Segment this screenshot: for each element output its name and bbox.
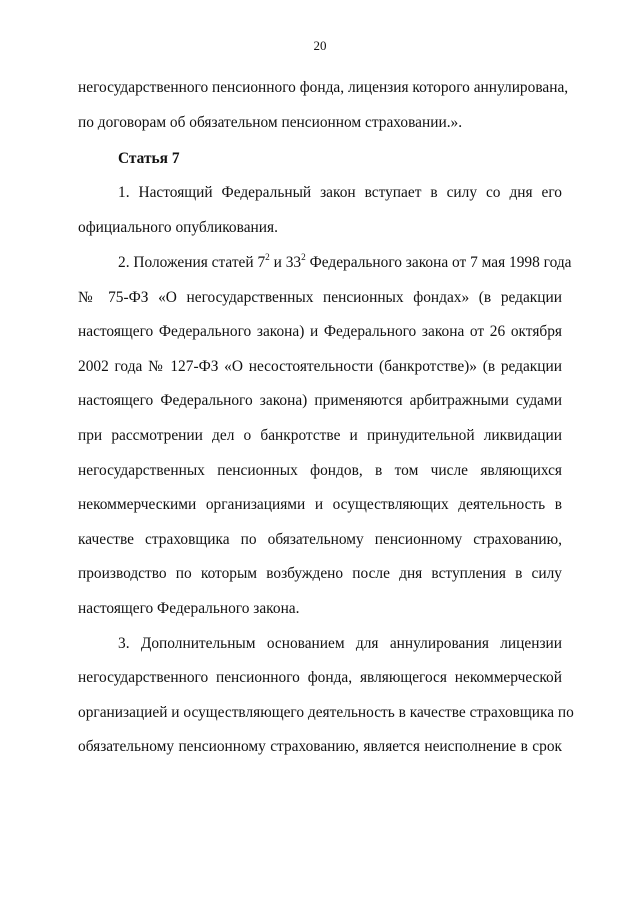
text-line — [118, 251, 572, 273]
text-line: настоящего Федерального закона. — [78, 600, 300, 617]
text-line: № 75-ФЗ «О негосударственных пенсионных фондах» (в редакции — [78, 289, 562, 306]
text-line: негосударственных пенсионных фондов, в том числе являющихся — [78, 462, 562, 479]
superscript: 2 — [301, 251, 306, 262]
text-line: по договорам об обязательном пенсионном страховании.». — [78, 114, 463, 131]
text-fragment: и 33 — [269, 254, 302, 271]
text-line: обязательному пенсионному страхованию, является неисполнение в срок — [78, 738, 562, 755]
text-line: 2002 года № 127-ФЗ «О несостоятельности (банкротстве)» (в редакции — [78, 358, 562, 375]
text-line: некоммерческими организациями и осуществляющих деятельность в — [78, 496, 562, 513]
text-line: организацией и осуществляющего деятельность в качестве страховщика по — [78, 704, 574, 721]
text-line: негосударственного пенсионного фонда, являющегося некоммерческой — [78, 669, 562, 686]
superscript: 2 — [265, 251, 270, 262]
text-line: при рассмотрении дел о банкротстве и принудительной ликвидации — [78, 427, 562, 444]
text-line: негосударственного пенсионного фонда, лицензия которого аннулирована, — [78, 79, 569, 96]
text-line: производство по которым возбуждено после дня вступления в силу — [78, 565, 562, 582]
text-line: официального опубликования. — [78, 219, 278, 236]
text-line: настоящего Федерального закона) и Федерального закона от 26 октября — [78, 323, 562, 340]
text-line: качестве страховщика по обязательному пенсионному страхованию, — [78, 531, 562, 548]
text-line: настоящего Федерального закона) применяются арбитражными судами — [78, 392, 562, 409]
page-number: 20 — [313, 38, 327, 53]
text-line: 3. Дополнительным основанием для аннулирования лицензии — [118, 635, 562, 652]
text-fragment: 2. Положения статей 7 — [118, 254, 266, 271]
text-line: 1. Настоящий Федеральный закон вступает в силу со дня его — [118, 184, 562, 201]
text-fragment: Федерального закона от 7 мая 1998 года — [305, 254, 572, 271]
article-heading: Статья 7 — [118, 150, 180, 167]
